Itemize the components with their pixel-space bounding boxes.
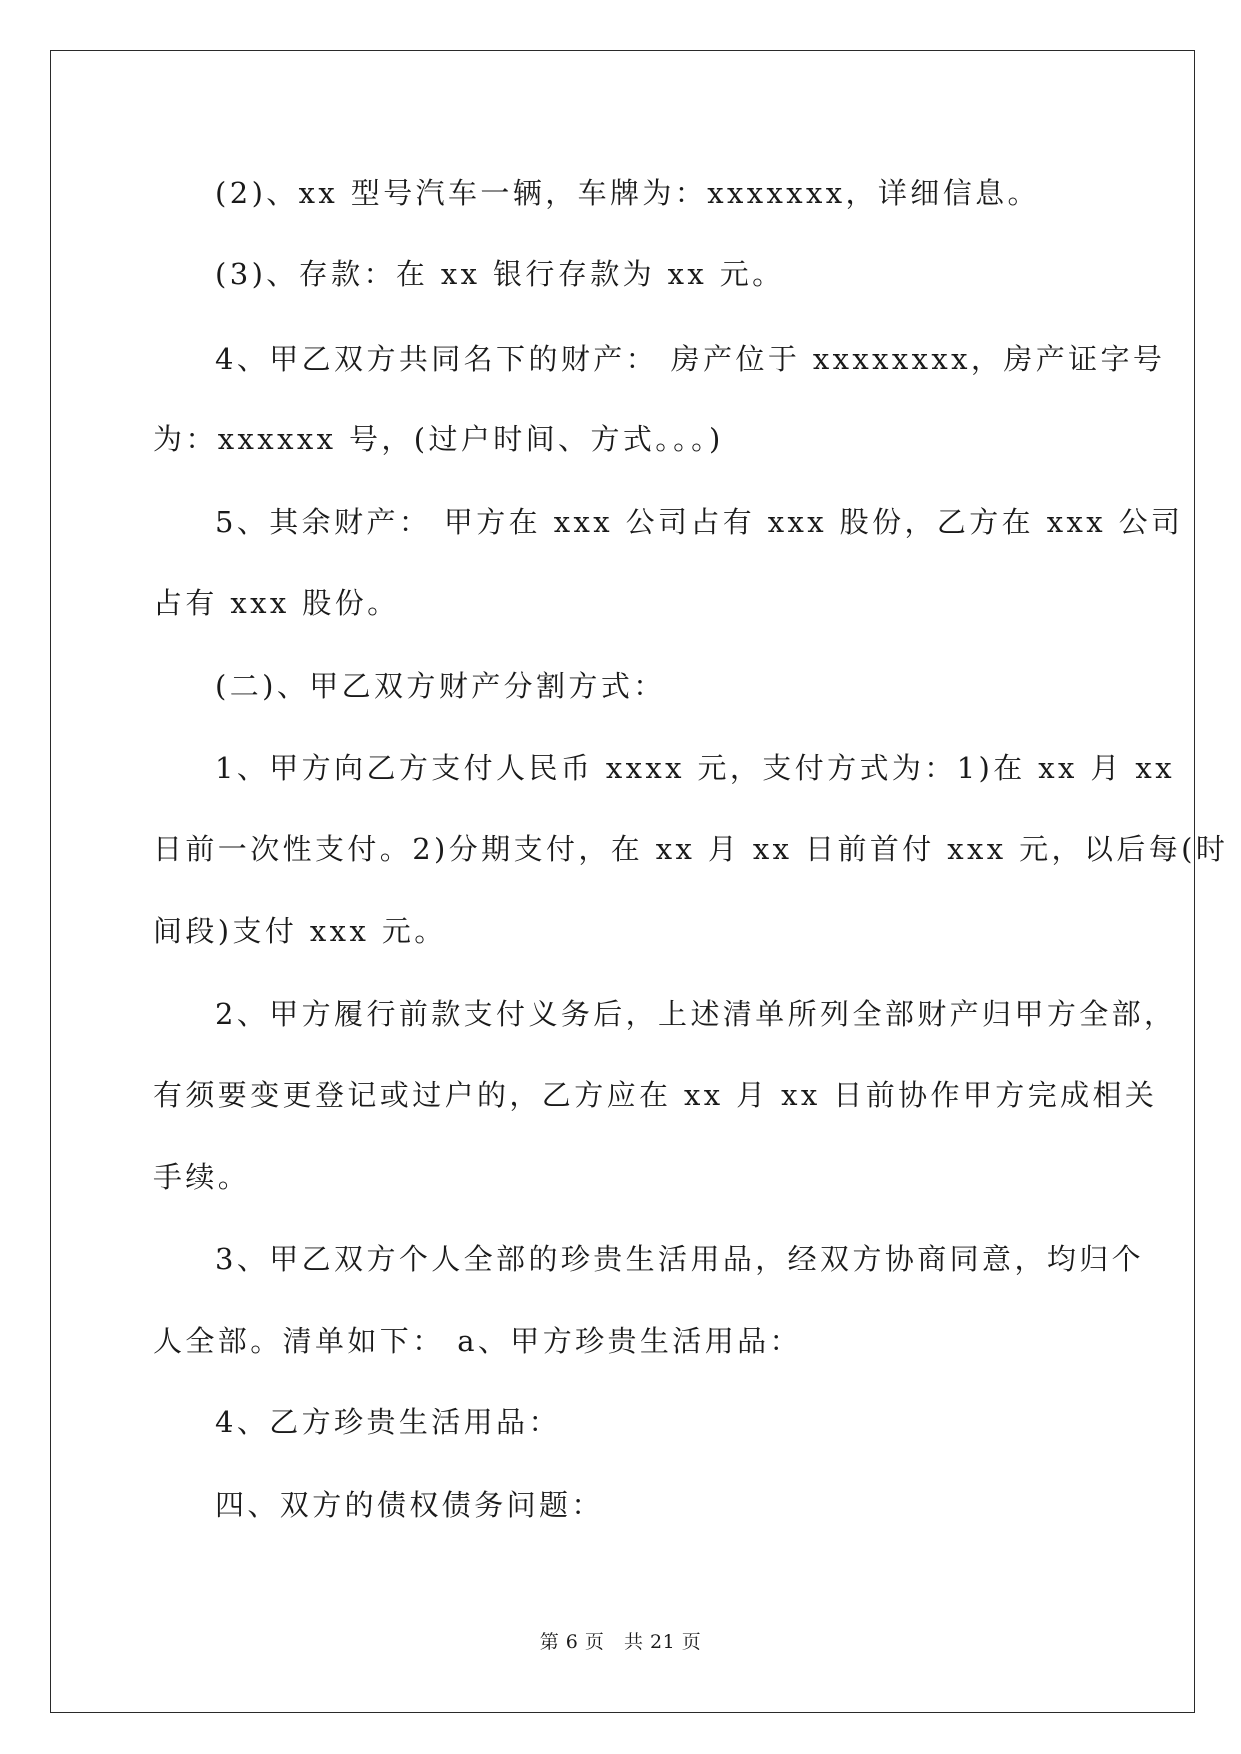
text-line: (2)、xx 型号汽车一辆，车牌为：xxxxxxx，详细信息。 [215,176,1040,210]
text-line: 5、其余财产： 甲方在 xxx 公司占有 xxx 股份，乙方在 xxx 公司 [215,505,1184,539]
text-line: 4、甲乙双方共同名下的财产： 房产位于 xxxxxxxx，房产证字号 [215,342,1166,376]
text-line: (二)、甲乙双方财产分割方式： [215,669,666,703]
text-line: 3、甲乙双方个人全部的珍贵生活用品，经双方协商同意，均归个 [215,1242,1145,1276]
text-line: 占有 xxx 股份。 [153,586,400,620]
text-line: 手续。 [153,1160,251,1194]
page-number-footer: 第 6 页 共 21 页 [539,1631,702,1653]
text-line: 四、双方的债权债务问题： [215,1488,604,1522]
text-line: 日前一次性支付。2)分期支付，在 xx 月 xx 日前首付 xxx 元，以后每(时 [153,832,1229,866]
text-line: 为：xxxxxx 号，(过户时间、方式。。。) [153,422,724,456]
text-line: 1、甲方向乙方支付人民币 xxxx 元，支付方式为：1)在 xx 月 xx [215,751,1175,785]
page-border [50,50,1229,1713]
text-line: 4、乙方珍贵生活用品： [215,1405,561,1439]
text-line: (3)、存款：在 xx 银行存款为 xx 元。 [215,257,785,291]
text-line: 有须要变更登记或过户的，乙方应在 xx 月 xx 日前协作甲方完成相关 [153,1078,1158,1112]
text-line: 2、甲方履行前款支付义务后，上述清单所列全部财产归甲方全部， [215,997,1177,1031]
text-line: 人全部。清单如下： a、甲方珍贵生活用品： [153,1324,802,1358]
text-line: 间段)支付 xxx 元。 [153,914,447,948]
